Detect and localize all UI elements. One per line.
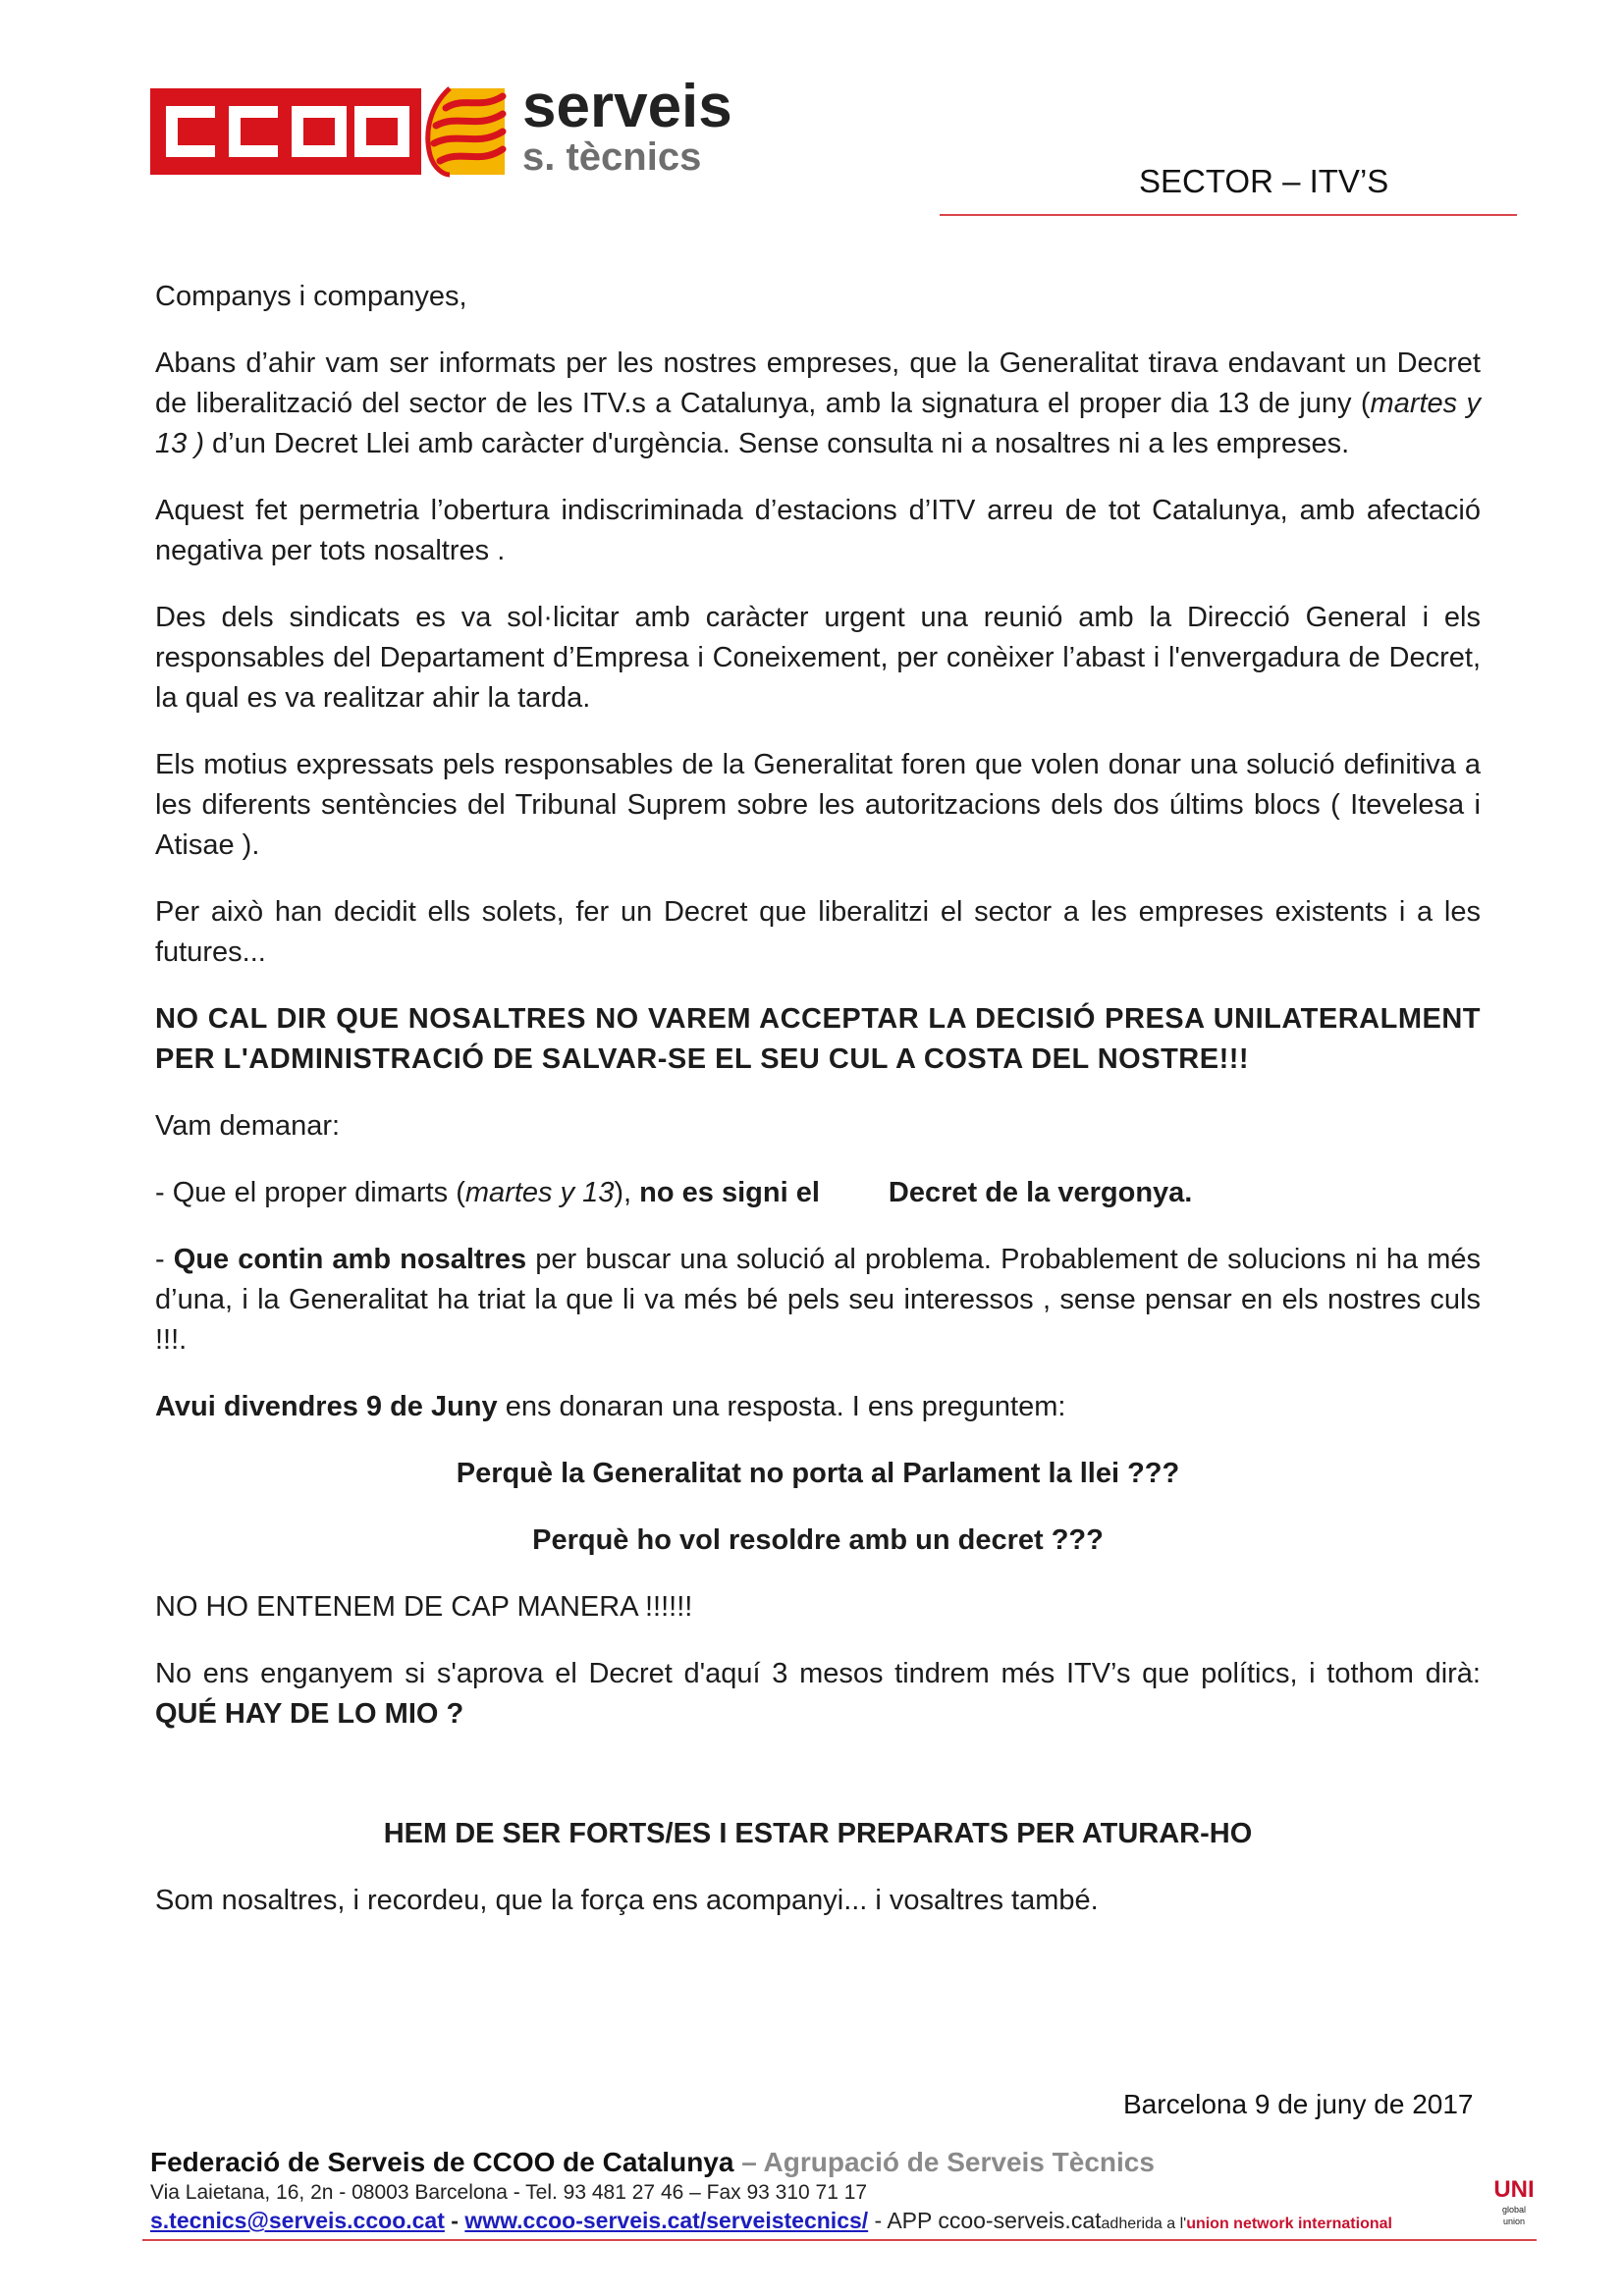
uni-global-union-logo: [1493, 2167, 1535, 2232]
catalan-flag-icon: [420, 86, 509, 177]
svg-text:union: union: [1502, 2216, 1526, 2226]
paragraph-7: Vam demanar:: [155, 1110, 341, 1142]
footer-contact: s.tecnics@serveis.ccoo.cat - www.ccoo-serveis.cat/serveistecnics/ - APP ccoo-serveis.catadherida a l'union network international: [150, 2208, 1392, 2233]
footer-address: Via Laietana, 16, 2n - 08003 Barcelona - Tel. 93 481 27 46 – Fax 93 310 71 17: [150, 2181, 868, 2204]
ccoo-logo: [150, 88, 421, 175]
closing: Som nosaltres, i recordeu, que la força ens acompanyi... i vosaltres també.: [155, 1885, 1099, 1916]
paragraph-warning: No ens enganyem si s'aprova el Decret d'aquí 3 mesos tindrem més ITV’s que polítics, i tothom dirà: QUÉ HAY DE LO MIO ?: [155, 1658, 1481, 1730]
website-link[interactable]: www.ccoo-serveis.cat/serveistecnics/: [464, 2208, 869, 2233]
header-divider: [940, 214, 1517, 216]
paragraph-4: Els motius expressats pels responsables de la Generalitat foren que volen donar una solució definitiva a les diferents sentències del Tribunal Suprem sobre les autoritzacions dels dos últims blocs ( Itevelesa i Atisae ).: [155, 749, 1481, 861]
demand-1: - Que el proper dimarts (martes y 13), no es signi el Decret de la vergonya.: [155, 1177, 1193, 1208]
email-link[interactable]: s.tecnics@serveis.ccoo.cat: [150, 2208, 445, 2233]
greeting: Companys i companyes,: [155, 281, 467, 312]
paragraph-2: Aquest fet permetria l’obertura indiscriminada d’estacions d’ITV arreu de tot Catalunya, amb afectació negativa per tots nosaltres .: [155, 495, 1481, 566]
signoff-date: Barcelona 9 de juny de 2017: [1123, 2089, 1474, 2119]
paragraph-no-entenem: NO HO ENTENEM DE CAP MANERA !!!!!!: [155, 1591, 693, 1623]
paragraph-3: Des dels sindicats es va sol·licitar amb caràcter urgent una reunió amb la Direcció General i els responsables del Departament d’Empresa i Coneixement, per conèixer l’abast i l'envergadura de Decret, la qual es va realitzar ahir la tarda.: [155, 602, 1481, 714]
uni-logo-mark: [1493, 2167, 1535, 2232]
letter-body: [155, 277, 1481, 1948]
svg-text:global: global: [1501, 2205, 1527, 2215]
question-2: Perquè ho vol resoldre amb un decret ???: [532, 1524, 1104, 1556]
brand-subtitle: s. tècnics: [522, 135, 702, 179]
paragraph-6-bold: NO CAL DIR QUE NOSALTRES NO VAREM ACCEPTAR LA DECISIÓ PRESA UNILATERALMENT PER L'ADMINISTRACIÓ DE SALVAR-SE EL SEU CUL A COSTA DEL NOSTRE!!!: [155, 1003, 1481, 1075]
paragraph-today: Avui divendres 9 de Juny ens donaran una resposta. I ens preguntem:: [155, 1391, 1066, 1422]
paragraph-5: Per això han decidit ells solets, fer un Decret que liberalitzi el sector a les empreses existents i a les futures...: [155, 896, 1481, 968]
demand-2: - Que contin amb nosaltres per buscar una solució al problema. Probablement de solucions ni ha més d’una, i la Generalitat ha triat la que li va més bé pels seu interessos , sense pensar en els nostres culs !!!.: [155, 1244, 1481, 1356]
slogan: HEM DE SER FORTS/ES I ESTAR PREPARATS PER ATURAR-HO: [383, 1818, 1253, 1849]
paragraph-1: Abans d’ahir vam ser informats per les nostres empreses, que la Generalitat tirava endavant un Decret de liberalització del sector de les ITV.s a Catalunya, amb la signatura el proper dia 13 de juny (martes y 13 ) d’un Decret Llei amb caràcter d'urgència. Sense consulta ni a nosaltres ni a les empreses.: [155, 347, 1482, 459]
sector-title: SECTOR – ITV’S: [1139, 163, 1389, 199]
svg-text:UNI: UNI: [1493, 2176, 1535, 2203]
ccoo-logo-letters: [150, 88, 421, 175]
brand-name: serveis: [522, 73, 732, 140]
footer-organization: Federació de Serveis de CCOO de Catalunya – Agrupació de Serveis Tècnics: [150, 2147, 1155, 2177]
footer-divider: [142, 2239, 1537, 2241]
question-1: Perquè la Generalitat no porta al Parlament la llei ???: [456, 1458, 1180, 1489]
